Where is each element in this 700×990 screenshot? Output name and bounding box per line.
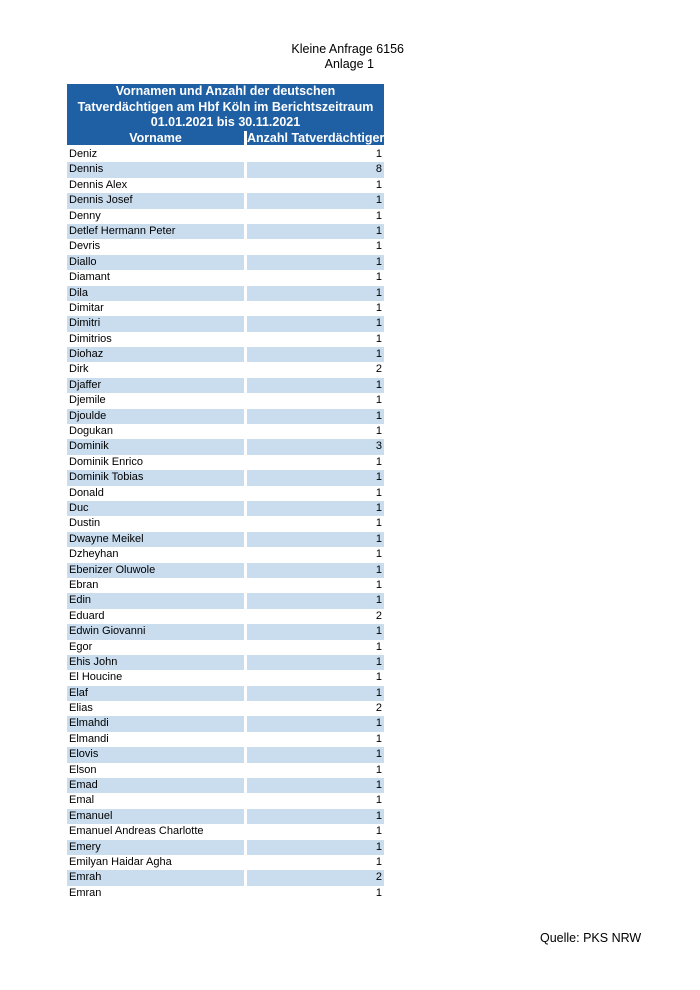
cell-first-name: Dimitrios	[69, 332, 112, 345]
cell-suspect-count: 1	[375, 209, 382, 222]
cell-suspect-count: 1	[375, 794, 382, 807]
cell-suspect-count: 2	[375, 609, 382, 622]
cell-first-name: Djemile	[69, 394, 106, 407]
table-row	[67, 378, 384, 393]
table-row	[67, 486, 384, 501]
cell-first-name: Diohaz	[67, 347, 244, 362]
cell-suspect-count: 1	[247, 378, 384, 393]
cell-first-name: Elson	[69, 763, 97, 776]
request-number: Kleine Anfrage 6156	[291, 42, 404, 56]
cell-first-name: Ebran	[69, 578, 99, 591]
column-header-name: Vorname	[67, 131, 244, 145]
cell-first-name: Dila	[67, 286, 244, 301]
cell-first-name: Emran	[69, 886, 102, 899]
cell-suspect-count: 8	[247, 162, 384, 177]
table-row	[67, 270, 384, 285]
table-row	[67, 162, 384, 177]
table-row	[67, 747, 384, 762]
cell-suspect-count: 2	[375, 702, 382, 715]
cell-first-name: Emilyan Haidar Agha	[69, 855, 172, 868]
table-row	[67, 255, 384, 270]
table-row	[67, 316, 384, 331]
cell-first-name: Elaf	[67, 686, 244, 701]
cell-first-name: Dirk	[69, 363, 89, 376]
table-row	[67, 640, 384, 655]
table-row	[67, 855, 384, 870]
cell-suspect-count: 1	[247, 347, 384, 362]
cell-first-name: Elmandi	[69, 732, 109, 745]
cell-first-name: Ebenizer Oluwole	[67, 563, 244, 578]
cell-first-name: Dzheyhan	[69, 548, 119, 561]
table-row	[67, 655, 384, 670]
cell-suspect-count: 1	[375, 486, 382, 499]
cell-first-name: Edin	[67, 593, 244, 608]
cell-first-name: Djoulde	[67, 409, 244, 424]
table-row	[67, 778, 384, 793]
cell-first-name: Diallo	[67, 255, 244, 270]
cell-first-name: Emanuel	[67, 809, 244, 824]
cell-first-name: Denny	[69, 209, 101, 222]
cell-suspect-count: 1	[375, 825, 382, 838]
table-row	[67, 224, 384, 239]
document-header	[291, 42, 404, 72]
table-title-line: Tatverdächtigen am Hbf Köln im Berichtszeitraum	[77, 99, 374, 114]
cell-suspect-count: 1	[247, 286, 384, 301]
cell-first-name: Dustin	[69, 517, 101, 530]
cell-first-name: Devris	[69, 240, 101, 253]
table-row	[67, 193, 384, 208]
table-row	[67, 409, 384, 424]
table-row	[67, 763, 384, 778]
cell-suspect-count: 1	[375, 332, 382, 345]
cell-first-name: Dimitar	[69, 301, 104, 314]
cell-suspect-count: 1	[375, 271, 382, 284]
cell-suspect-count: 1	[247, 501, 384, 516]
table-row	[67, 701, 384, 716]
cell-suspect-count: 2	[247, 870, 384, 885]
cell-first-name: Emanuel Andreas Charlotte	[69, 825, 204, 838]
cell-first-name: Dimitri	[67, 316, 244, 331]
cell-suspect-count: 1	[375, 394, 382, 407]
cell-suspect-count: 1	[375, 455, 382, 468]
cell-first-name: Edwin Giovanni	[67, 624, 244, 639]
cell-first-name: Emal	[69, 794, 95, 807]
table-row	[67, 455, 384, 470]
cell-suspect-count: 1	[247, 593, 384, 608]
table-body	[67, 147, 384, 901]
table-row	[67, 886, 384, 901]
table-row	[67, 393, 384, 408]
table-row	[67, 239, 384, 254]
cell-first-name: Egor	[69, 640, 93, 653]
table-row	[67, 578, 384, 593]
table-row	[67, 178, 384, 193]
cell-first-name: Donald	[69, 486, 104, 499]
cell-suspect-count: 1	[247, 409, 384, 424]
source-note: Quelle: PKS NRW	[540, 931, 642, 945]
table-row	[67, 793, 384, 808]
cell-first-name: Emad	[67, 778, 244, 793]
table-row	[67, 840, 384, 855]
cell-suspect-count: 1	[247, 809, 384, 824]
cell-suspect-count: 1	[375, 855, 382, 868]
cell-suspect-count: 1	[247, 840, 384, 855]
table-row	[67, 332, 384, 347]
cell-suspect-count: 1	[247, 686, 384, 701]
cell-first-name: Detlef Hermann Peter	[67, 224, 244, 239]
table-row	[67, 209, 384, 224]
cell-first-name: Emery	[67, 840, 244, 855]
table-row	[67, 563, 384, 578]
cell-first-name: Dennis Alex	[69, 178, 128, 191]
cell-suspect-count: 1	[247, 224, 384, 239]
cell-suspect-count: 1	[375, 886, 382, 899]
cell-suspect-count: 1	[247, 624, 384, 639]
cell-first-name: Dominik Enrico	[69, 455, 143, 468]
cell-first-name: Dwayne Meikel	[67, 532, 244, 547]
cell-first-name: Eduard	[69, 609, 105, 622]
cell-suspect-count: 1	[247, 778, 384, 793]
names-table	[67, 84, 384, 901]
table-row	[67, 870, 384, 885]
table-row	[67, 824, 384, 839]
table-row	[67, 686, 384, 701]
cell-first-name: Djaffer	[67, 378, 244, 393]
table-row	[67, 532, 384, 547]
cell-suspect-count: 1	[375, 671, 382, 684]
cell-first-name: Elmahdi	[67, 716, 244, 731]
table-row	[67, 286, 384, 301]
table-title	[67, 84, 384, 131]
cell-suspect-count: 1	[375, 240, 382, 253]
cell-suspect-count: 1	[375, 763, 382, 776]
cell-suspect-count: 1	[247, 747, 384, 762]
cell-suspect-count: 2	[375, 363, 382, 376]
cell-first-name: Dominik Tobias	[67, 470, 244, 485]
cell-first-name: Elias	[69, 702, 93, 715]
table-row	[67, 670, 384, 685]
cell-suspect-count: 1	[247, 532, 384, 547]
table-row	[67, 424, 384, 439]
cell-suspect-count: 1	[375, 425, 382, 438]
cell-first-name: Dogukan	[69, 425, 114, 438]
table-header-row	[67, 131, 384, 145]
cell-suspect-count: 1	[375, 578, 382, 591]
cell-first-name: Ehis John	[67, 655, 244, 670]
cell-suspect-count: 1	[375, 178, 382, 191]
table-row	[67, 470, 384, 485]
cell-suspect-count: 1	[247, 193, 384, 208]
table-row	[67, 439, 384, 454]
table-row	[67, 716, 384, 731]
attachment-label: Anlage 1	[324, 57, 374, 71]
table-row	[67, 809, 384, 824]
table-title-line: 01.01.2021 bis 30.11.2021	[150, 115, 301, 130]
cell-first-name: Deniz	[69, 148, 98, 160]
column-header-count: Anzahl Tatverdächtiger	[247, 131, 384, 145]
table-row	[67, 516, 384, 531]
cell-suspect-count: 1	[247, 655, 384, 670]
cell-first-name: Dennis Josef	[67, 193, 244, 208]
table-row	[67, 593, 384, 608]
table-title-line: Vornamen und Anzahl der deutschen	[115, 83, 336, 98]
cell-suspect-count: 1	[247, 716, 384, 731]
cell-first-name: El Houcine	[69, 671, 123, 684]
table-row	[67, 301, 384, 316]
cell-suspect-count: 1	[247, 563, 384, 578]
cell-suspect-count: 1	[247, 316, 384, 331]
table-row	[67, 147, 384, 162]
cell-suspect-count: 1	[375, 548, 382, 561]
table-row	[67, 624, 384, 639]
cell-suspect-count: 1	[375, 148, 382, 160]
cell-suspect-count: 1	[375, 517, 382, 530]
cell-suspect-count: 1	[375, 732, 382, 745]
cell-first-name: Diamant	[69, 271, 110, 284]
table-row	[67, 347, 384, 362]
cell-first-name: Duc	[67, 501, 244, 516]
cell-suspect-count: 3	[247, 439, 384, 454]
table-row	[67, 501, 384, 516]
cell-suspect-count: 1	[247, 255, 384, 270]
table-row	[67, 609, 384, 624]
cell-first-name: Emrah	[67, 870, 244, 885]
table-row	[67, 732, 384, 747]
table-row	[67, 362, 384, 377]
cell-first-name: Dominik	[67, 439, 244, 454]
cell-suspect-count: 1	[247, 470, 384, 485]
cell-first-name: Elovis	[67, 747, 244, 762]
cell-first-name: Dennis	[67, 162, 244, 177]
cell-suspect-count: 1	[375, 301, 382, 314]
table-row	[67, 547, 384, 562]
cell-suspect-count: 1	[375, 640, 382, 653]
